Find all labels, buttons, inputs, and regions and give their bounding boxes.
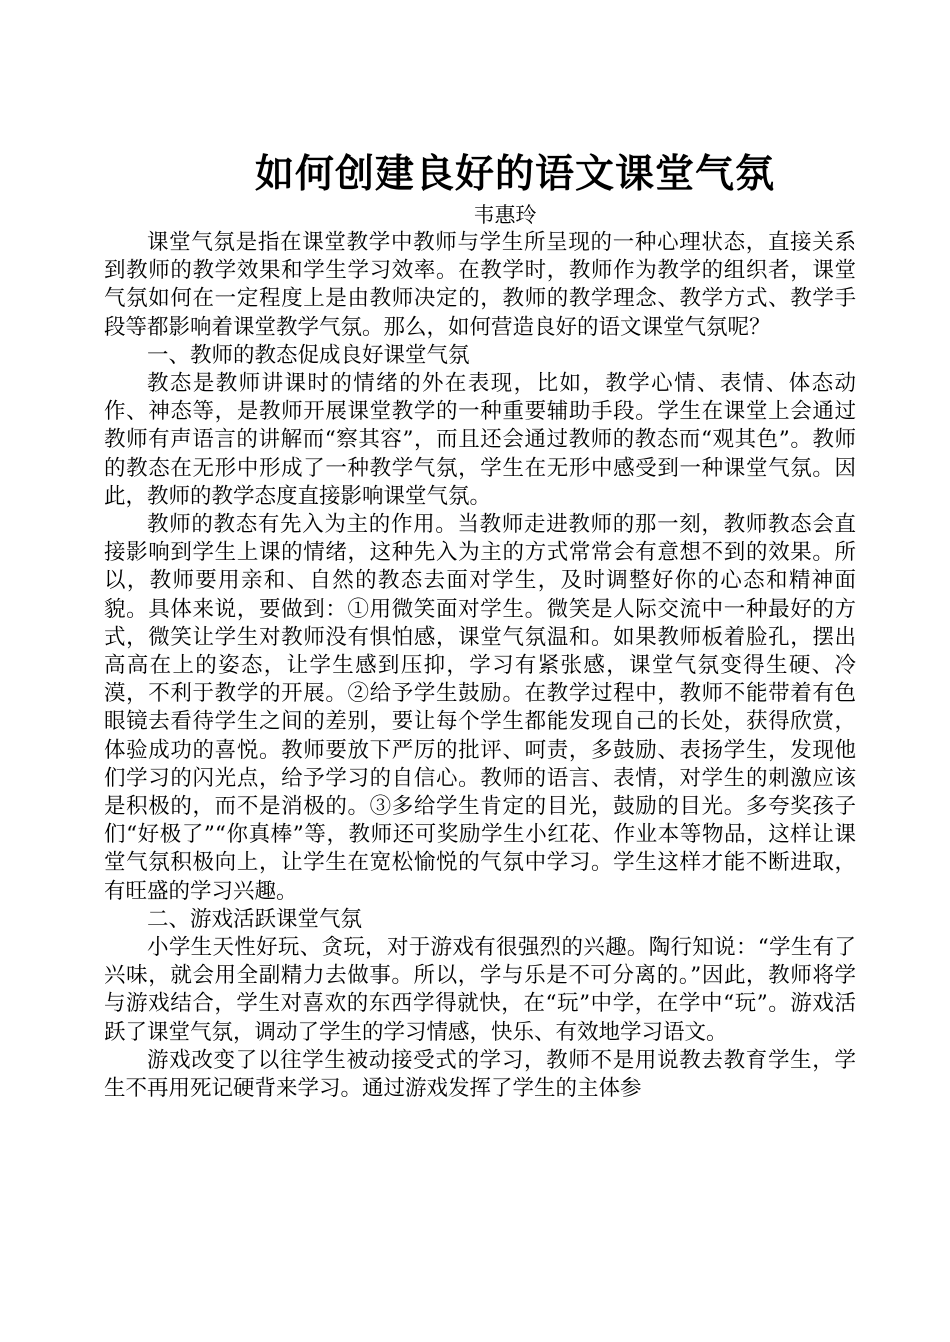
body-paragraph: 小学生天性好玩、贪玩，对于游戏有很强烈的兴趣。陶行知说：“学生有了兴味，就会用全副精力去做事。所以，学与乐是不可分离的。”因此，教师将学与游戏结合，学生对喜欢的东西学得就快，在“玩”中学，在学中“玩”。游戏活跃了课堂气氛，调动了学生的学习情感，快乐、有效地学习语文。 — [104, 935, 856, 1045]
body-paragraph: 教态是教师讲课时的情绪的外在表现，比如，教学心情、表情、体态动作、神态等，是教师开展课堂教学的一种重要辅助手段。学生在课堂上会通过教师有声语言的讲解而“察其容”，而且还会通过教师的教态而“观其色”。教师的教态在无形中形成了一种教学气氛，学生在无形中感受到一种课堂气氛。因此，教师的教学态度直接影响课堂气氛。 — [104, 371, 856, 509]
body-paragraph: 游戏改变了以往学生被动接受式的学习，教师不是用说教去教育学生，学生不再用死记硬背来学习。通过游戏发挥了学生的主体参 — [104, 1047, 856, 1102]
document-title: 如何创建良好的语文课堂气氛 — [254, 151, 775, 197]
section-heading-1: 一、教师的教态促成良好课堂气氛 — [147, 342, 470, 368]
author-name: 韦惠玲 — [473, 203, 537, 227]
intro-paragraph: 课堂气氛是指在课堂教学中教师与学生所呈现的一种心理状态，直接关系到教师的教学效果和学生学习效率。在教学时，教师作为教学的组织者，课堂气氛如何在一定程度上是由教师决定的，教师的教学理念、教学方式、教学手段等都影响着课堂教学气氛。那么，如何营造良好的语文课堂气氛呢？ — [104, 230, 856, 340]
body-paragraph: 教师的教态有先入为主的作用。当教师走进教师的那一刻，教师教态会直接影响到学生上课的情绪，这种先入为主的方式常常会有意想不到的效果。所以，教师要用亲和、自然的教态去面对学生，及时调整好你的心态和精神面貌。具体来说，要做到：①用微笑面对学生。微笑是人际交流中一种最好的方式，微笑让学生对教师没有惧怕感，课堂气氛温和。如果教师板着脸孔，摆出高高在上的姿态，让学生感到压抑，学习有紧张感，课堂气氛变得生硬、冷漠，不利于教学的开展。②给予学生鼓励。在教学过程中，教师不能带着有色眼镜去看待学生之间的差别，要让每个学生都能发现自己的长处，获得欣赏，体验成功的喜悦。教师要放下严厉的批评、呵责，多鼓励、表扬学生，发现他们学习的闪光点，给予学习的自信心。教师的语言、表情，对学生的刺激应该是积极的，而不是消极的。③多给学生肯定的目光，鼓励的目光。多夸奖孩子们“好极了”“你真棒”等，教师还可奖励学生小红花、作业本等物品，这样让课堂气氛积极向上，让学生在宽松愉悦的气氛中学习。学生这样才能不断进取，有旺盛的学习兴趣。 — [104, 512, 856, 904]
document-body — [104, 229, 856, 1103]
section-heading-2: 二、游戏活跃课堂气氛 — [147, 906, 363, 932]
